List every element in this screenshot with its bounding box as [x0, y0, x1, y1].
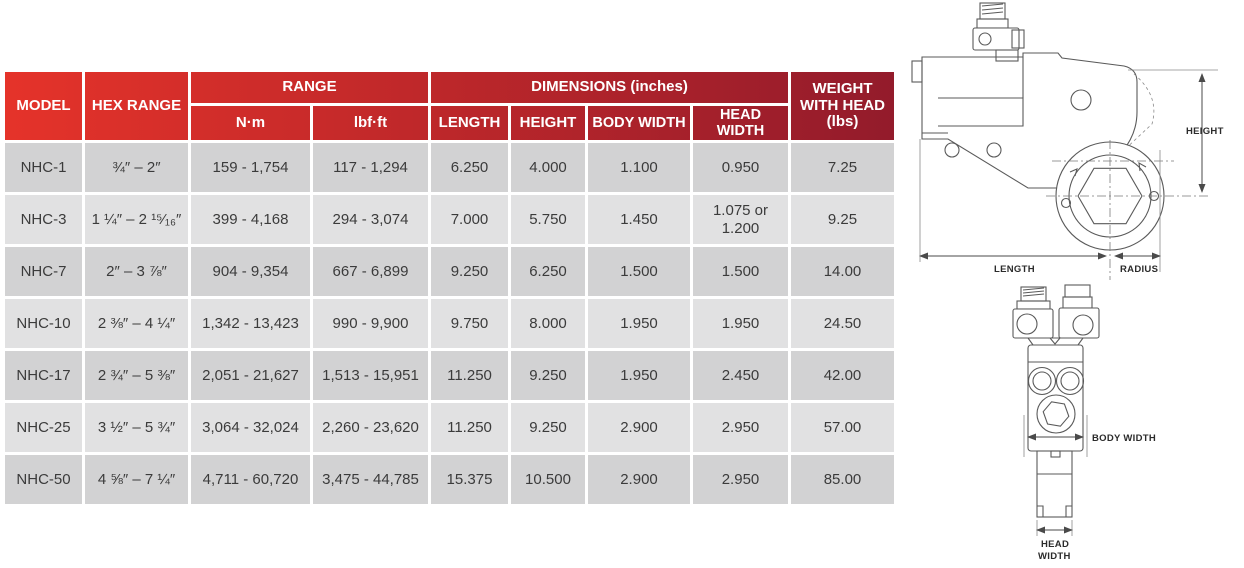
header-hex-range: HEX RANGE: [85, 72, 188, 140]
spec-table: [5, 72, 894, 504]
twin-couplers: [1013, 285, 1099, 345]
cell-length: 9.250: [431, 247, 508, 296]
cell-hex-range: ¾″ – 2″: [85, 143, 188, 192]
cell-length: 11.250: [431, 403, 508, 452]
radius-dimension-label: RADIUS: [1120, 264, 1159, 275]
table-body: [5, 143, 894, 504]
header-dimensions-group: DIMENSIONS (inches): [431, 72, 788, 103]
head-width-dimension-label-line1: HEAD: [1041, 539, 1070, 550]
cell-nm: 2,051 - 21,627: [191, 351, 310, 400]
hex-drive-head: [1046, 140, 1210, 280]
cell-weight: 7.25: [791, 143, 894, 192]
cell-head-width: 1.500: [693, 247, 788, 296]
cell-weight: 24.50: [791, 299, 894, 348]
cell-length: 11.250: [431, 351, 508, 400]
cell-height: 8.000: [511, 299, 585, 348]
header-body-width: BODY WIDTH: [588, 106, 690, 140]
cell-head-width: 2.950: [693, 455, 788, 504]
cell-length: 6.250: [431, 143, 508, 192]
cell-lbfft: 3,475 - 44,785: [313, 455, 428, 504]
cell-model: NHC-10: [5, 299, 82, 348]
cell-lbfft: 990 - 9,900: [313, 299, 428, 348]
cell-model: NHC-7: [5, 247, 82, 296]
cell-weight: 42.00: [791, 351, 894, 400]
table-header: [5, 72, 894, 140]
header-range-group: RANGE: [191, 72, 428, 103]
cell-hex-range: 2 ¾″ – 5 ⅜″: [85, 351, 188, 400]
cell-height: 9.250: [511, 403, 585, 452]
cell-head-width: 1.950: [693, 299, 788, 348]
cell-body-width: 2.900: [588, 403, 690, 452]
cell-head-width: 1.075 or 1.200: [693, 195, 788, 244]
header-nm: N·m: [191, 106, 310, 140]
cell-hex-range: 3 ½″ – 5 ¾″: [85, 403, 188, 452]
top-view-technical-drawing: [950, 284, 1244, 568]
cell-body-width: 1.500: [588, 247, 690, 296]
header-lbfft: lbf·ft: [313, 106, 428, 140]
cell-body-width: 1.100: [588, 143, 690, 192]
cell-hex-range: 2″ – 3 ⅞″: [85, 247, 188, 296]
cell-model: NHC-25: [5, 403, 82, 452]
cell-lbfft: 667 - 6,899: [313, 247, 428, 296]
cell-lbfft: 294 - 3,074: [313, 195, 428, 244]
length-dimension-label: LENGTH: [994, 264, 1035, 275]
header-length: LENGTH: [431, 106, 508, 140]
cell-length: 15.375: [431, 455, 508, 504]
cell-weight: 57.00: [791, 403, 894, 452]
header-height: HEIGHT: [511, 106, 585, 140]
body-width-dimension-label: BODY WIDTH: [1092, 433, 1157, 444]
cell-weight: 14.00: [791, 247, 894, 296]
cell-model: NHC-50: [5, 455, 82, 504]
cell-head-width: 2.450: [693, 351, 788, 400]
cell-nm: 4,711 - 60,720: [191, 455, 310, 504]
header-model: MODEL: [5, 72, 82, 140]
header-head-width: HEAD WIDTH: [693, 106, 788, 140]
cell-height: 6.250: [511, 247, 585, 296]
cell-height: 10.500: [511, 455, 585, 504]
cell-hex-range: 4 ⅝″ – 7 ¼″: [85, 455, 188, 504]
cell-hex-range: 2 ⅜″ – 4 ¼″: [85, 299, 188, 348]
cell-nm: 1,342 - 13,423: [191, 299, 310, 348]
side-view-technical-drawing: [908, 0, 1244, 284]
cell-model: NHC-1: [5, 143, 82, 192]
cell-lbfft: 117 - 1,294: [313, 143, 428, 192]
cell-body-width: 1.950: [588, 351, 690, 400]
header-weight: WEIGHT WITH HEAD (lbs): [791, 72, 894, 140]
cell-head-width: 0.950: [693, 143, 788, 192]
cell-height: 5.750: [511, 195, 585, 244]
cell-body-width: 2.900: [588, 455, 690, 504]
cell-weight: 85.00: [791, 455, 894, 504]
cell-weight: 9.25: [791, 195, 894, 244]
cell-nm: 904 - 9,354: [191, 247, 310, 296]
cell-body-width: 1.450: [588, 195, 690, 244]
cell-lbfft: 2,260 - 23,620: [313, 403, 428, 452]
cell-model: NHC-3: [5, 195, 82, 244]
reaction-head: [1037, 451, 1072, 517]
cell-length: 9.750: [431, 299, 508, 348]
height-dimension-label: HEIGHT: [1186, 126, 1224, 137]
cell-nm: 159 - 1,754: [191, 143, 310, 192]
cell-body-width: 1.950: [588, 299, 690, 348]
cell-nm: 3,064 - 32,024: [191, 403, 310, 452]
cell-nm: 399 - 4,168: [191, 195, 310, 244]
cell-lbfft: 1,513 - 15,951: [313, 351, 428, 400]
cell-model: NHC-17: [5, 351, 82, 400]
cell-length: 7.000: [431, 195, 508, 244]
coupler-stack: [973, 3, 1024, 61]
cell-hex-range: 1 ¼″ – 2 ¹⁵⁄₁₆″: [85, 195, 188, 244]
cell-height: 4.000: [511, 143, 585, 192]
cell-head-width: 2.950: [693, 403, 788, 452]
body-block: [1024, 345, 1087, 457]
top-view-dimensions: [1028, 433, 1156, 562]
cell-height: 9.250: [511, 351, 585, 400]
head-width-dimension-label-line2: WIDTH: [1038, 551, 1071, 562]
